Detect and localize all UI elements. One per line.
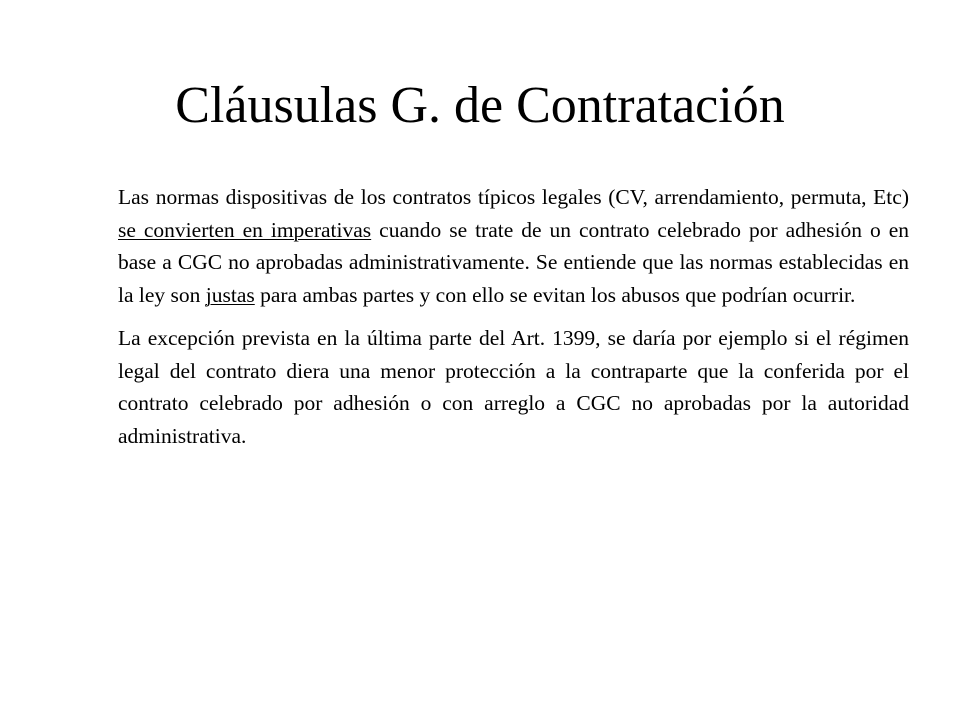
slide-body — [118, 181, 909, 463]
slide-title: Cláusulas G. de Contratación — [175, 77, 785, 134]
paragraph-1-text-3: para ambas partes y con ello se evitan los abusos que podrían ocurrir. — [254, 282, 856, 307]
paragraph-1-text-1: Las normas dispositivas de los contratos típicos legales (CV, arrendamiento, permuta, Etc) — [118, 185, 909, 209]
paragraph-1 — [118, 181, 909, 311]
paragraph-2: La excepción prevista en la última parte del Art. 1399, se daría por ejemplo si el régimen legal del contrato diera una menor protección a la contraparte que la conferida por el contrato celebrado por adhesión o con arreglo a CGC no aprobadas por la autoridad administrativa. — [118, 326, 909, 448]
underlined-word-justas: justas — [205, 282, 255, 307]
paragraph-1-text-2: cuando se trate de un contrato celebrado por adhesión o en base a CGC no aprobadas administrativamente. Se entiende que las normas establecidas en la ley son — [118, 217, 909, 307]
underlined-phrase-imperativas: se convierten en imperativas — [118, 217, 372, 242]
